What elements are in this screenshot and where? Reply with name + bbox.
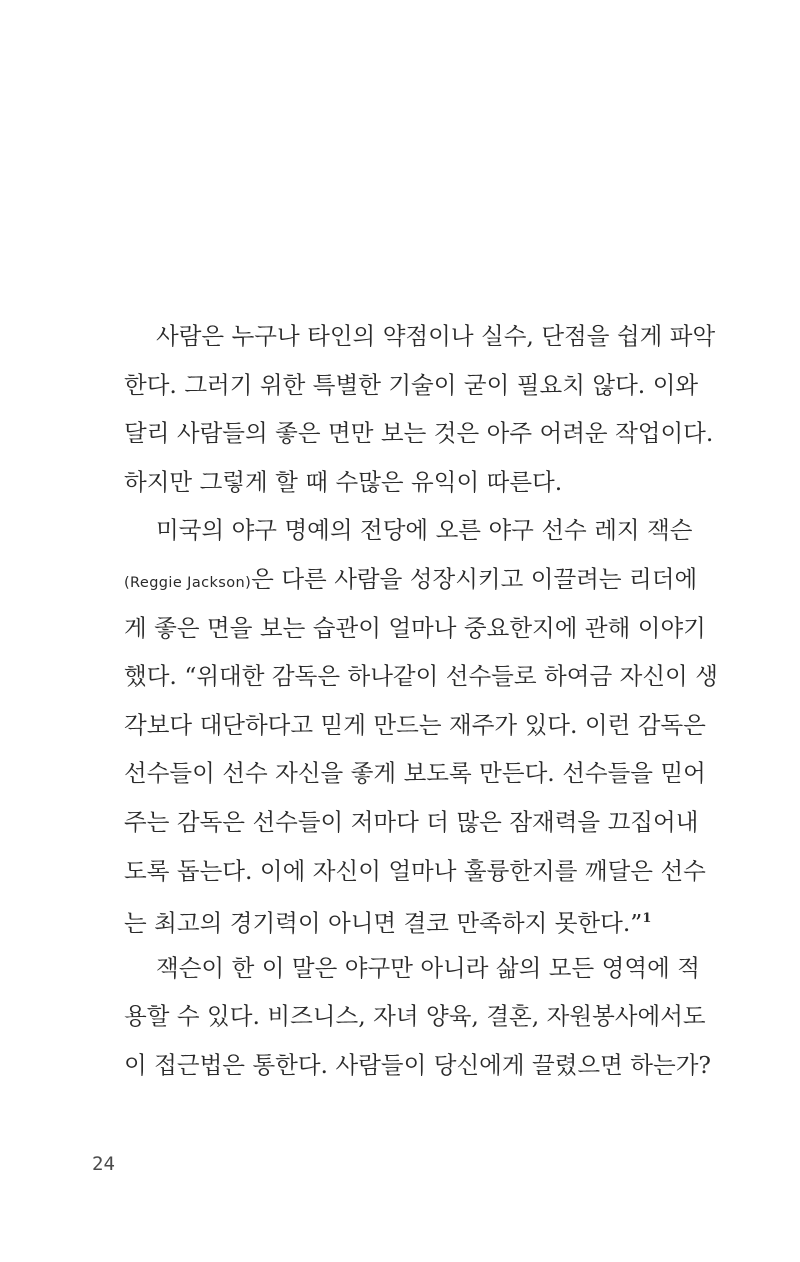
paragraph-2 [92,506,718,943]
text-line: 각보다 대단하다고 믿게 만드는 재주가 있다. 이런 감독은 [124,710,706,739]
text-line: 용할 수 있다. 비즈니스, 자녀 양육, 결혼, 자원봉사에서도 [124,1002,706,1031]
text-line: 선수들이 선수 자신을 좋게 보도록 만든다. 선수들을 믿어 [124,759,706,788]
body-text [92,312,718,1090]
text-line-rest: 은 다른 사람을 성장시키고 이끌려는 리더에 [251,564,698,593]
text-line: 달리 사람들의 좋은 면만 보는 것은 아주 어려운 작업이다. [124,419,714,448]
text-line: 하지만 그렇게 할 때 수많은 유익이 따른다. [124,467,563,496]
page-number: 24 [92,1153,115,1175]
text-line: 주는 감독은 선수들이 저마다 더 많은 잠재력을 끄집어내 [124,807,699,836]
text-line-with-footnote [92,895,652,944]
text-line: 한다. 그러기 위한 특별한 기술이 굳이 필요치 않다. 이와 [124,370,699,399]
inline-english-name: (Reggie Jackson) [124,574,252,591]
text-line: 도록 돕는다. 이에 자신이 얼마나 훌륭한지를 깨달은 선수 [124,856,706,885]
text-line: 잭슨이 한 이 말은 야구만 아니라 삶의 모든 영역에 적 [156,953,700,982]
text-line: 미국의 야구 명예의 전당에 오른 야구 선수 레지 잭슨 [156,516,693,545]
text-line: 사람은 누구나 타인의 약점이나 실수, 단점을 쉽게 파악 [156,322,716,350]
text-line-with-name [92,555,698,604]
text-line: 이 접근법은 통한다. 사람들이 당신에게 끌렸으면 하는가? [124,1050,712,1079]
text-line-content: 는 최고의 경기력이 아니면 결코 만족하지 못한다.” [124,909,643,938]
text-line: 게 좋은 면을 보는 습관이 얼마나 중요한지에 관해 이야기 [124,613,706,642]
paragraph-3 [92,944,712,1090]
paragraph-1 [92,312,716,506]
text-line: 했다. “위대한 감독은 하나같이 선수들로 하여금 자신이 생 [124,662,718,691]
footnote-reference[interactable]: 1 [642,911,652,927]
